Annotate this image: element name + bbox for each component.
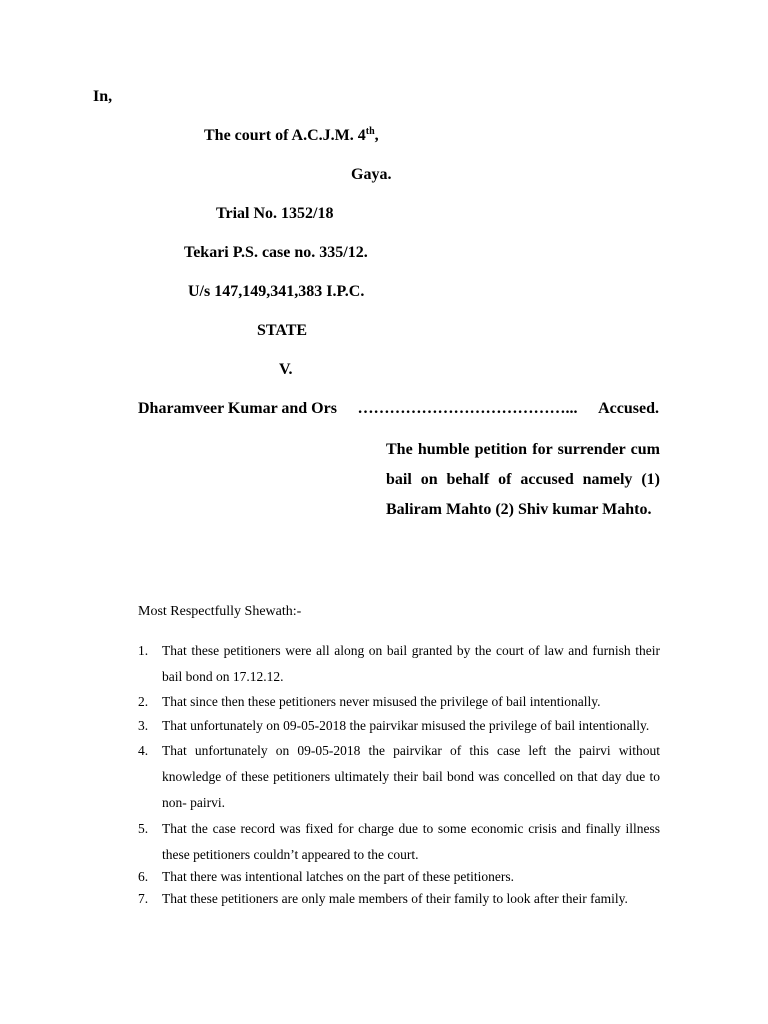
salutation: In, [93, 88, 113, 105]
list-item [138, 816, 660, 868]
petition-points [138, 638, 660, 912]
list-number: 5. [138, 821, 149, 836]
accused-label: Accused. [598, 400, 659, 417]
list-text: That unfortunately on 09-05-2018 the pairvikar of this case left the pairvi without knowledge of these petitioners ultimately their bail bond was concelled on that day due to non- pairvi. [162, 743, 660, 810]
ipc-sections: U/s 147,149,341,383 I.P.C. [188, 283, 365, 300]
respect-heading: Most Respectfully Shewath:- [138, 604, 302, 619]
list-item [138, 690, 660, 714]
versus-label: V. [279, 361, 293, 378]
list-text: That these petitioners are only male members of their family to look after their family. [162, 891, 628, 906]
court-place: Gaya. [351, 166, 392, 183]
list-number: 6. [138, 869, 149, 884]
list-item [138, 638, 660, 690]
trial-number: Trial No. 1352/18 [216, 205, 334, 222]
accused-name: Dharamveer Kumar and Ors [138, 400, 337, 417]
court-comma: , [374, 127, 379, 144]
list-number: 7. [138, 891, 149, 906]
list-number: 4. [138, 743, 149, 758]
list-number: 3. [138, 718, 149, 733]
dot-leader: …………………………………... [357, 400, 578, 417]
list-text: That since then these petitioners never misused the privilege of bail intentionally. [162, 694, 601, 709]
list-text: That the case record was fixed for charge due to some economic crisis and finally illness these petitioners couldn’t appeared to the court. [162, 821, 660, 862]
petition-title: The humble petition for surrender cum bail on behalf of accused namely (1) Baliram Mahto (2) Shiv kumar Mahto. [386, 441, 660, 518]
list-item [138, 868, 660, 886]
list-text: That unfortunately on 09-05-2018 the pairvikar misused the privilege of bail intentionally. [162, 718, 650, 733]
court-name-text: The court of A.C.J.M. 4 [204, 127, 366, 144]
list-number: 1. [138, 643, 149, 658]
state-label: STATE [257, 322, 308, 339]
police-case-number: Tekari P.S. case no. 335/12. [184, 244, 368, 261]
list-item [138, 738, 660, 816]
court-name [204, 126, 379, 146]
accused-line [138, 399, 659, 419]
list-number: 2. [138, 694, 149, 709]
list-item [138, 886, 660, 912]
list-item [138, 714, 660, 738]
court-ordinal-suffix: th [365, 126, 375, 137]
list-text: That these petitioners were all along on bail granted by the court of law and furnish their bail bond on 17.12.12. [162, 643, 660, 684]
list-text: That there was intentional latches on the part of these petitioners. [162, 869, 515, 884]
